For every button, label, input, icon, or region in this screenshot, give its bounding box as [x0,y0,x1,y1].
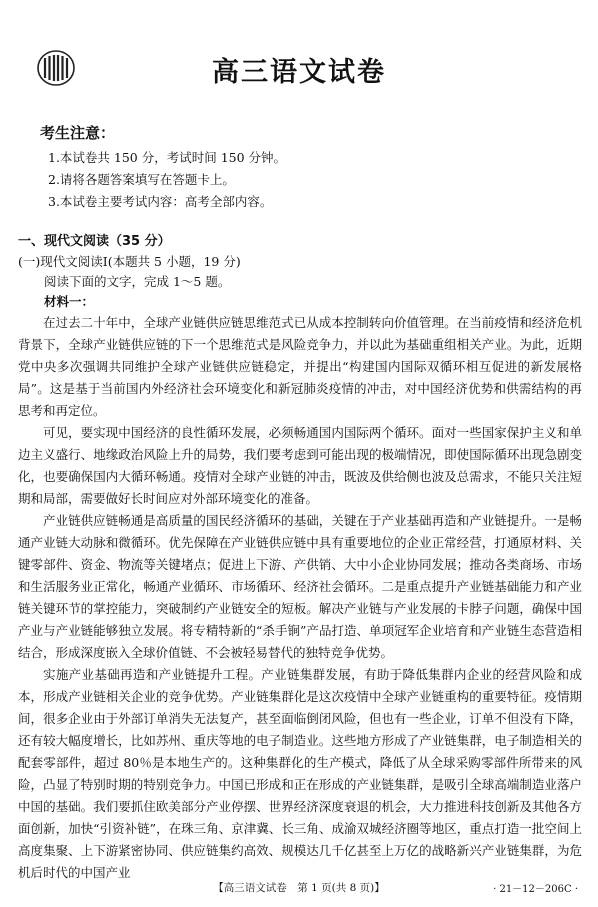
paragraph: 实施产业基础再造和产业链提升工程。产业链集群发展，有助于降低集群内企业的经营风险和成本，形成产业链相关企业的竞争优势。产业链集群化是这次疫情中全球产业链重构的重要特征。疫情期间，很多企业由于外部订单消失无法复产，甚至面临倒闭风险，但也有一些企业，订单不但没有下降，还有较大幅度增长，比如苏州、重庆等地的电子制造业。这些地方形成了产业链集群，电子制造相关的配套零部件，超过 80％是本地生产的。这种集群化的生产模式，降低了从全球采购零部件所带来的风险，凸显了特别时期的特别竞争力。中国已形成和正在形成的产业链集群，是吸引全球高端制造业落户中国的基础。我们要抓住欧美部分产业停摆、世界经济深度衰退的机会，大力推进科技创新及其他各方面创新，加快“引资补链”，在珠三角、京津冀、长三角、成渝双城经济圈等地区，重点打造一批空间上高度集聚、上下游紧密协同、供应链集约高效、规模达几千亿甚至上万亿的战略新兴产业链集群，为危机后时代的中国产业 [18,667,582,880]
exam-notice [40,122,560,213]
paragraph: 产业链供应链畅通是高质量的国民经济循环的基础，关键在于产业基础再造和产业链提升。一是畅通产业链大动脉和微循环。优先保障在产业链供应链中具有重要地位的企业正常经营，打通原材料、关键零部件、资金、物流等关键堵点；促进上下游、产供销、大中小企业协同发展；推动各类商场、市场和生活服务业正常化，畅通产业循环、市场循环、经济社会循环。二是重点提升产业链基础能力和产业链关键环节的掌控能力，突破制约产业链安全的短板。解决产业链与产业发展的卡脖子问题，确保中国产业与产业链能够独立发展。将专精特新的“杀手锏”产品打造、单项冠军企业培育和产业链生态营造相结合，形成深度嵌入全球价值链、不会被轻易替代的独特竞争优势。 [18,513,582,660]
page-footer: 【高三语文试卷 第 1 页(共 8 页)】 [213,882,385,894]
material-label: 材料一： [44,294,95,309]
page-title: 高三语文试卷 [212,57,386,88]
notice-title: 考生注意： [40,124,116,142]
paragraph: 可见，要实现中国经济的良性循环发展，必须畅通国内国际两个循环。面对一些国家保护主义和单边主义盛行、地缘政治风险上升的局势，我们要考虑到可能出现的极端情况，即使国际循环出现急剧变化，也要确保国内大循环畅通。疫情对全球产业链的冲击，既波及供给侧也波及总需求，不能只关注短期和局部，需要做好长时间应对外部环境变化的准备。 [18,425,582,506]
instruction-text: 阅读下面的文字，完成 1～5 题。 [44,274,231,289]
section-subtitle: (一)现代文阅读Ⅰ(本题共 5 小题，19 分) [18,254,241,269]
section-title: 一、现代文阅读（35 分） [18,234,171,249]
notice-item: 3.本试卷主要考试内容：高考全部内容。 [48,194,273,209]
notice-item: 2.请将各题答案填写在答题卡上。 [48,172,235,187]
reading-section [18,232,582,884]
paragraph: 在过去二十年中，全球产业链供应链思维范式已从成本控制转向价值管理。在当前疫情和经济危机背景下，全球产业链供应链的下一个思维范式是风险竞争力，并以此为基础重组相关产业。为此，近期党中央多次强调共同维护全球产业链供应链稳定，并提出“构建国内国际双循环相互促进的新发展格局”。这是基于当前国内外经济社会环境变化和新冠肺炎疫情的冲击，对中国经济优势和供需结构的再思考和再定位。 [18,315,582,418]
notice-item: 1.本试卷共 150 分，考试时间 150 分钟。 [48,150,287,165]
paper-code: · 21－12－206C · [493,884,578,895]
